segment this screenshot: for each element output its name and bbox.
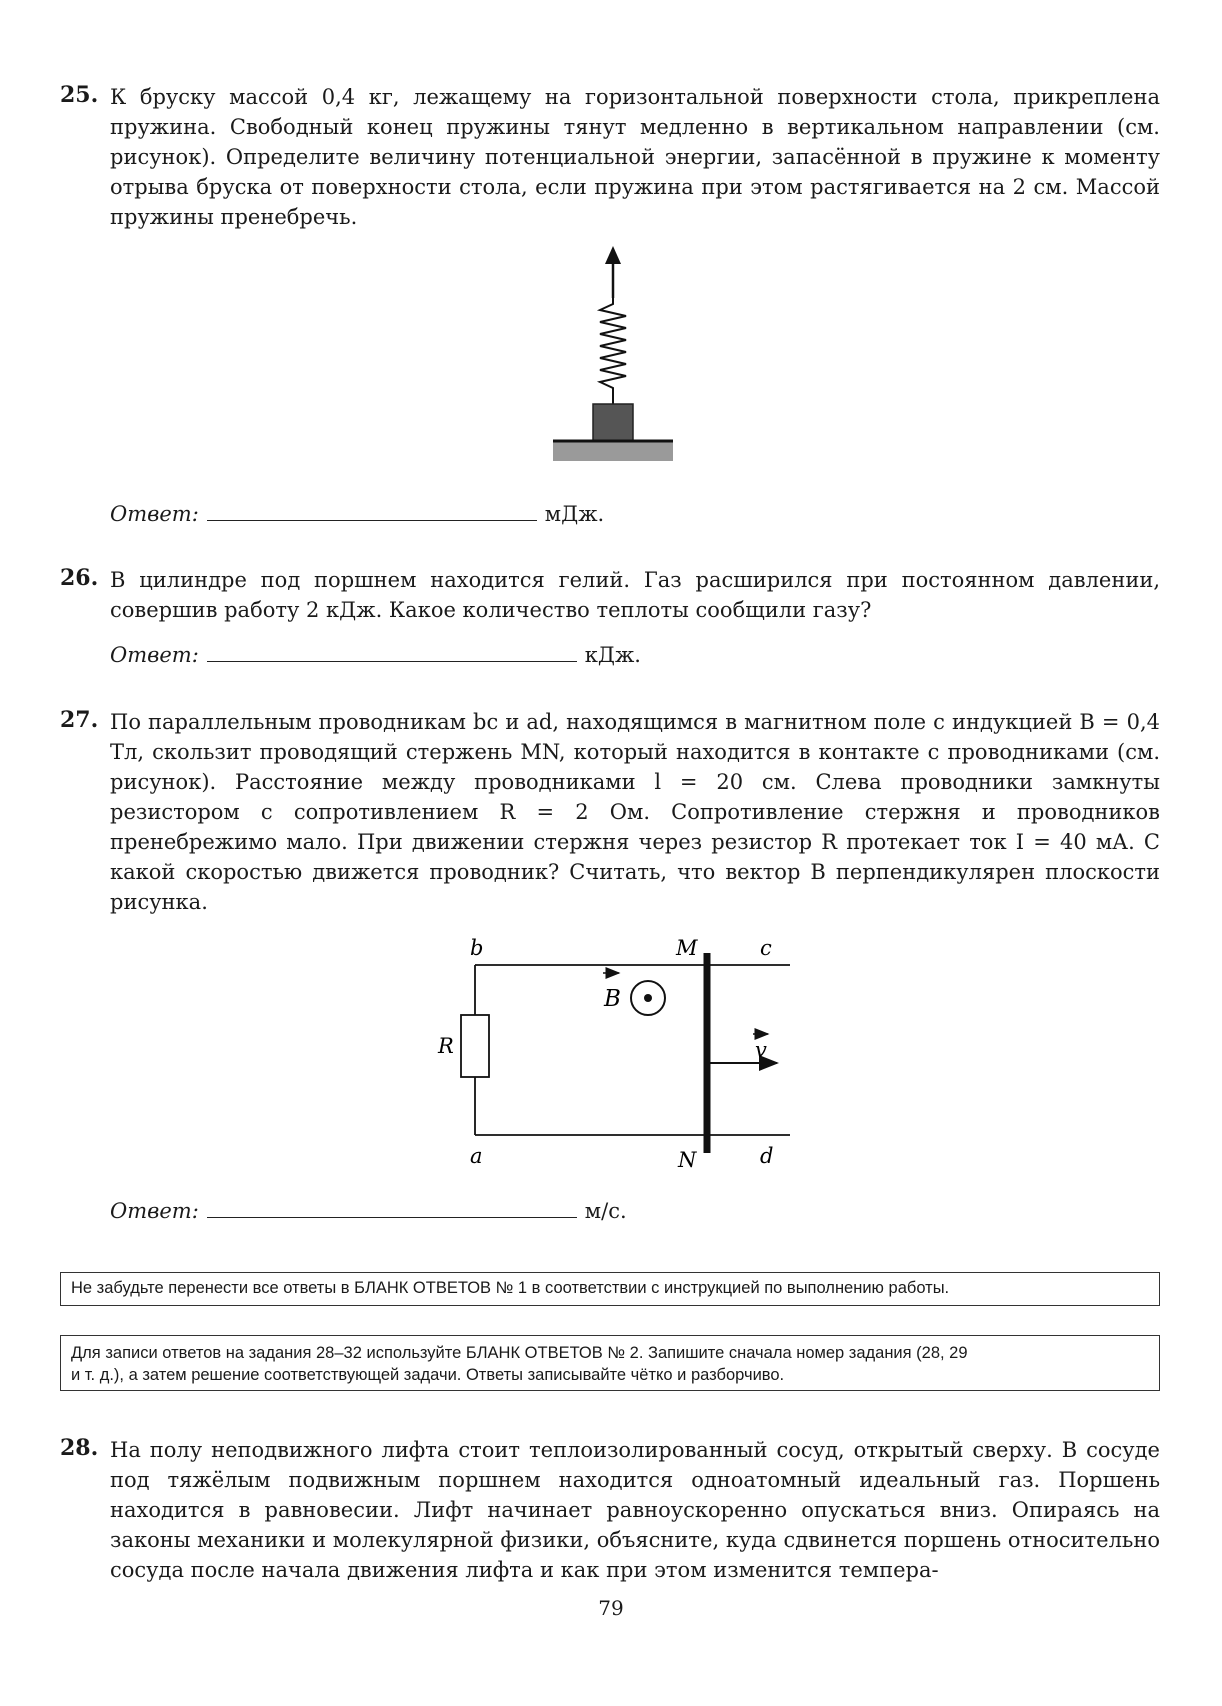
label-N: N — [678, 1148, 697, 1172]
answer-26 — [110, 639, 641, 667]
spring-coil — [600, 298, 626, 404]
label-d: d — [760, 1144, 774, 1168]
task-26 — [60, 565, 1160, 625]
notice-2-line-2: и т. д.), а затем решение соответствующей задачи. Ответы записывайте чётко и разборчиво. — [71, 1366, 785, 1384]
answer-label: Ответ: — [110, 502, 199, 526]
task-number: 25. — [60, 82, 99, 108]
task-number: 28. — [60, 1435, 99, 1461]
answer-25 — [110, 498, 604, 526]
answer-label: Ответ: — [110, 1199, 199, 1223]
label-B: B — [604, 986, 621, 1012]
answer-25-field[interactable] — [207, 498, 537, 521]
label-M: M — [676, 936, 698, 960]
table-surface — [553, 441, 673, 461]
notice-2-line-1: Для записи ответов на задания 28–32 используйте БЛАНК ОТВЕТОВ № 2. Запишите сначала номер задания (28, 29 — [71, 1344, 968, 1362]
label-v: v — [755, 1038, 767, 1062]
task-28 — [60, 1435, 1160, 1585]
circuit-diagram — [420, 935, 800, 1175]
label-R: R — [438, 1034, 454, 1058]
label-c: c — [760, 936, 772, 960]
label-b: b — [470, 936, 484, 960]
task-number: 26. — [60, 565, 99, 591]
spring-block-figure — [548, 240, 678, 465]
page-number: 79 — [598, 1596, 624, 1620]
task-text: По параллельным проводникам bc и ad, находящимся в магнитном поле с индукцией B = 0,4 Тл, скользит проводящий стержень MN, который находится в контакте с проводниками (см. рисунок). Расстояние между проводниками l = 20 см. Слева проводники замкнуты резистором с сопротивлением R = 2 Ом. Сопротивление стержня и проводников пренебрежимо мало. При движении стержня через резистор R протекает ток I = 40 мА. С какой скоростью движется проводник? Считать, что вектор B перпендикулярен плоскости рисунка. — [110, 710, 1160, 914]
block — [593, 404, 633, 441]
answer-unit: кДж. — [584, 643, 641, 667]
task-number: 27. — [60, 707, 99, 733]
answer-unit: мДж. — [544, 502, 605, 526]
answer-26-field[interactable] — [207, 639, 577, 662]
task-text: К бруску массой 0,4 кг, лежащему на горизонтальной поверхности стола, прикреплена пружина. Свободный конец пружины тянут медленно в вертикальном направлении (см. рисунок). Определите величину потенциальной энергии, запасённой в пружине к моменту отрыва бруска от поверхности стола, если пружина при этом растягивается на 2 см. Массой пружины пренебречь. — [110, 85, 1160, 229]
answer-label: Ответ: — [110, 643, 199, 667]
notice-1-text: Не забудьте перенести все ответы в БЛАНК ОТВЕТОВ № 1 в соответствии с инструкцией по выполнению работы. — [71, 1279, 950, 1297]
task-text: На полу неподвижного лифта стоит теплоизолированный сосуд, открытый сверху. В сосуде под тяжёлым подвижным поршнем находится одноатомный идеальный газ. Поршень находится в равновесии. Лифт начинает равноускоренно опускаться вниз. Опираясь на законы механики и молекулярной физики, объясните, куда сдвинется поршень относительно сосуда после начала движения лифта и как при этом изменится темпера- — [110, 1438, 1160, 1582]
answer-unit: м/с. — [584, 1199, 627, 1223]
answer-27 — [110, 1195, 627, 1223]
task-text: В цилиндре под поршнем находится гелий. Газ расширился при постоянном давлении, совершив работу 2 кДж. Какое количество теплоты сообщили газу? — [110, 568, 1160, 622]
label-a: a — [470, 1144, 483, 1168]
notice-blank-2 — [60, 1335, 1160, 1391]
answer-27-field[interactable] — [207, 1195, 577, 1218]
task-25 — [60, 82, 1160, 232]
arrow-up-icon — [605, 246, 621, 264]
notice-blank-1 — [60, 1272, 1160, 1306]
resistor — [461, 1015, 489, 1077]
task-27 — [60, 707, 1160, 917]
